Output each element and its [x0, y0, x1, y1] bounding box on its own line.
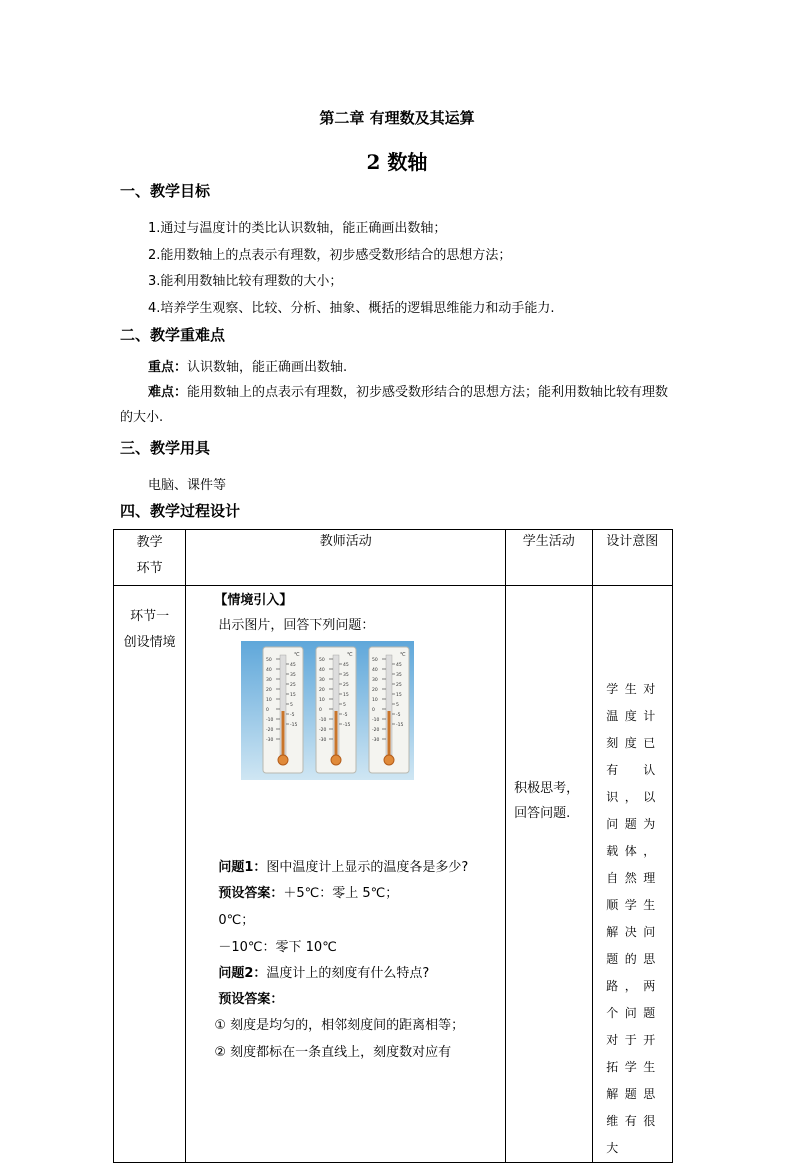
tick-label: 50 — [372, 658, 379, 663]
design-intent-cell — [592, 586, 672, 1163]
tick-label: -5 — [290, 713, 295, 718]
section-heading-process: 四、教学过程设计 — [120, 502, 241, 520]
answer-line: 0℃； — [218, 913, 255, 928]
question-1 — [218, 856, 468, 875]
stage-cell — [114, 586, 186, 1163]
section-heading-goals: 一、教学目标 — [120, 182, 211, 200]
tick-label: 15 — [343, 693, 350, 698]
tick-label: -20 — [266, 728, 274, 733]
question-2 — [218, 962, 429, 981]
tick-label: -5 — [343, 713, 348, 718]
answer-2-item: ② 刻度都标在一条直线上，刻度数对应有 — [214, 1045, 452, 1060]
tick-label: -20 — [319, 728, 327, 733]
student-activity-cell — [506, 586, 592, 1163]
tick-label: 0 — [372, 708, 376, 713]
key-label: 重点： — [148, 360, 188, 375]
activity-line: 出示图片，回答下列问题： — [218, 618, 375, 633]
student-activity-text: 积极思考，回答问题. — [514, 781, 580, 821]
section-heading-keypoints: 二、教学重难点 — [120, 326, 226, 344]
tick-label: 25 — [290, 683, 297, 688]
diff-text: 能用数轴上的点表示有理数，初步感受数形结合的思想方法；能利用数轴比较有理数的大小. — [120, 385, 669, 425]
tick-label: 10 — [319, 698, 326, 703]
tick-label: 20 — [372, 688, 379, 693]
tick-label: 50 — [319, 658, 326, 663]
header-design: 设计意图 — [592, 530, 672, 586]
header-teacher: 教师活动 — [186, 530, 506, 586]
tick-label: 25 — [396, 683, 403, 688]
tick-label: -20 — [372, 728, 380, 733]
tick-label: -10 — [266, 718, 274, 723]
question-1-label: 问题1： — [218, 860, 267, 875]
section-heading-tools: 三、教学用具 — [120, 439, 211, 457]
goal-item: 4.培养学生观察、比较、分析、抽象、概括的逻辑思维能力和动手能力. — [148, 301, 555, 316]
thermometer-liquid — [335, 711, 338, 757]
tick-label: 40 — [319, 668, 326, 673]
answer-1-text: ＋5℃：零上 5℃； — [283, 886, 399, 901]
header-stage — [114, 530, 186, 586]
tick-label: 30 — [372, 678, 379, 683]
header-stage-l2: 环节 — [136, 561, 163, 576]
tick-label: -15 — [396, 723, 404, 728]
table-header-row — [114, 530, 673, 586]
tick-label: 45 — [343, 663, 350, 668]
tick-label: 0 — [266, 708, 270, 713]
answer-2-item: ① 刻度是均匀的，相邻刻度间的距离相等； — [214, 1018, 465, 1033]
thermometer-unit: ℃ — [347, 652, 353, 658]
thermometer-liquid — [282, 711, 285, 757]
tick-label: 5 — [343, 703, 347, 708]
question-2-label: 问题2： — [218, 966, 267, 981]
tick-label: -30 — [319, 738, 327, 743]
goal-item: 2.能用数轴上的点表示有理数，初步感受数形结合的思想方法； — [148, 248, 512, 263]
chapter-heading: 第二章 有理数及其运算 — [319, 109, 475, 127]
tools-text: 电脑、课件等 — [148, 478, 227, 493]
tick-label: 35 — [396, 673, 403, 678]
key-text: 认识数轴，能正确画出数轴. — [187, 360, 348, 375]
answer-1-label: 预设答案： — [218, 886, 284, 901]
header-student: 学生活动 — [506, 530, 592, 586]
thermometer-liquid — [388, 711, 391, 757]
tick-label: 30 — [266, 678, 273, 683]
thermometer-illustration — [241, 641, 414, 780]
stage-label: 环节一 — [130, 609, 170, 624]
tick-label: -10 — [372, 718, 380, 723]
question-2-text: 温度计上的刻度有什么特点? — [266, 966, 430, 981]
answer-2-label: 预设答案： — [218, 992, 284, 1007]
tick-label: 45 — [396, 663, 403, 668]
tick-label: 5 — [396, 703, 400, 708]
table-row — [114, 586, 673, 1163]
tick-label: 15 — [396, 693, 403, 698]
tick-label: 50 — [266, 658, 273, 663]
thermometer-unit: ℃ — [400, 652, 406, 658]
tick-label: -15 — [290, 723, 298, 728]
thermometer-bulb — [384, 755, 394, 765]
tick-label: -15 — [343, 723, 351, 728]
answer-1 — [218, 882, 398, 901]
tick-label: -30 — [372, 738, 380, 743]
stage-name: 创设情境 — [123, 635, 176, 650]
tick-label: 40 — [266, 668, 273, 673]
tick-label: 10 — [266, 698, 273, 703]
design-intent-text: 学生对温度计刻度已有认识，以问题为载体，自然理顺学生解决问题的思路，两个问题对于开拓学生解题思维有很大 — [606, 682, 659, 1155]
tick-label: 10 — [372, 698, 379, 703]
teacher-activity-cell — [186, 586, 506, 1163]
tick-label: 45 — [290, 663, 297, 668]
question-1-text: 图中温度计上显示的温度各是多少? — [266, 860, 469, 875]
tick-label: 15 — [290, 693, 297, 698]
diff-label: 难点： — [148, 385, 188, 400]
thermometer-bulb — [331, 755, 341, 765]
thermometer-bulb — [278, 755, 288, 765]
activity-heading: 【情境引入】 — [214, 593, 293, 608]
tick-label: 5 — [290, 703, 294, 708]
tick-label: -30 — [266, 738, 274, 743]
header-stage-l1: 教学 — [136, 535, 163, 550]
page-title: 2 数轴 — [366, 150, 428, 174]
tick-label: 20 — [319, 688, 326, 693]
tick-label: 40 — [372, 668, 379, 673]
process-table — [113, 529, 673, 1163]
tick-label: 35 — [290, 673, 297, 678]
tick-label: 30 — [319, 678, 326, 683]
key-point — [148, 356, 347, 375]
tick-label: -5 — [396, 713, 401, 718]
tick-label: 35 — [343, 673, 350, 678]
thermometer-unit: ℃ — [294, 652, 300, 658]
answer-line: －10℃：零下 10℃ — [218, 940, 337, 955]
thermometer-image — [241, 641, 414, 780]
goal-item: 1.通过与温度计的类比认识数轴，能正确画出数轴； — [148, 221, 447, 236]
tick-label: 25 — [343, 683, 350, 688]
goal-item: 3.能利用数轴比较有理数的大小； — [148, 274, 343, 289]
tick-label: -10 — [319, 718, 327, 723]
tick-label: 0 — [319, 708, 323, 713]
difficult-point — [120, 380, 680, 430]
tick-label: 20 — [266, 688, 273, 693]
